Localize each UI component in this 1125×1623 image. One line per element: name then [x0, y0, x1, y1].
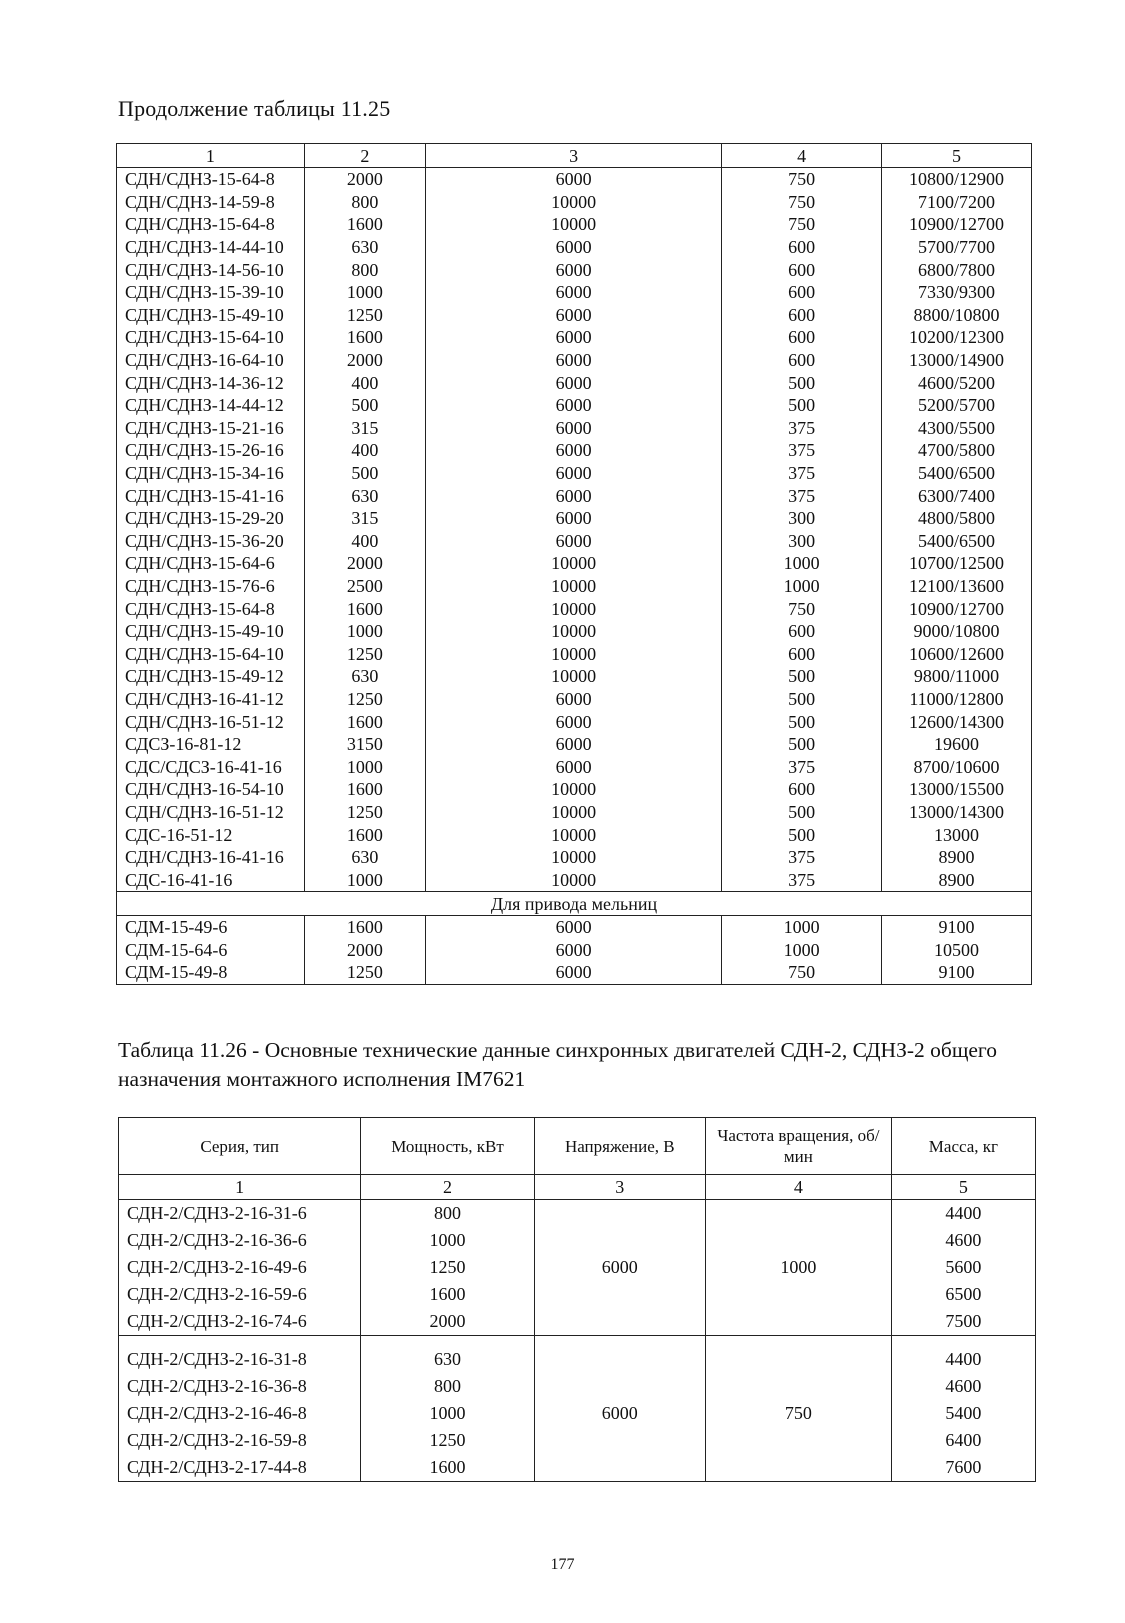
cell-voltage: 10000	[426, 665, 722, 688]
cell-voltage: 10000	[426, 778, 722, 801]
cell-voltage: 10000	[426, 846, 722, 869]
cell-power: 315	[304, 507, 425, 530]
cell-power: 2000	[304, 349, 425, 372]
cell-power: 630	[304, 665, 425, 688]
cell-voltage: 6000	[426, 939, 722, 962]
cell-mass: 10800/12900	[881, 168, 1031, 191]
cell-speed: 500	[722, 371, 882, 394]
cell-mass: 9000/10800	[881, 620, 1031, 643]
table-body	[117, 168, 1032, 892]
table-11-25-continuation	[116, 143, 1032, 985]
cell-mass: 13000	[881, 823, 1031, 846]
cell-power: 1600	[304, 213, 425, 236]
cell-speed: 300	[722, 507, 882, 530]
cell-power: 1250	[304, 688, 425, 711]
cell-power: 1600	[304, 916, 425, 939]
table-row	[117, 281, 1032, 304]
table-row	[117, 846, 1032, 869]
page-number: 177	[550, 1556, 575, 1573]
cell-type: СДН/СДНЗ-15-39-10	[117, 281, 305, 304]
cell-speed: 375	[722, 462, 882, 485]
cell-voltage: 6000	[426, 168, 722, 191]
cell-power: 2000	[361, 1308, 534, 1336]
cell-voltage: 10000	[426, 552, 722, 575]
cell-power: 1250	[304, 961, 425, 984]
cell-voltage: 6000	[426, 530, 722, 553]
cell-mass: 5400/6500	[881, 530, 1031, 553]
cell-voltage: 10000	[426, 575, 722, 598]
cell-type: СДН/СДНЗ-15-34-16	[117, 462, 305, 485]
cell-speed: 750	[722, 961, 882, 984]
header-mass: Масса, кг	[891, 1118, 1035, 1175]
table-group	[119, 1200, 1036, 1336]
cell-mass: 5400/6500	[881, 462, 1031, 485]
cell-power: 630	[361, 1336, 534, 1374]
header-power: Мощность, кВт	[361, 1118, 534, 1175]
column-number: 4	[705, 1175, 891, 1200]
cell-type: СДН-2/СДНЗ-2-16-59-6	[119, 1281, 361, 1308]
cell-speed: 500	[722, 688, 882, 711]
cell-speed: 750	[705, 1336, 891, 1482]
cell-type: СДН/СДНЗ-14-44-12	[117, 394, 305, 417]
cell-mass: 13000/14300	[881, 801, 1031, 824]
cell-power: 1250	[304, 304, 425, 327]
table-row	[117, 961, 1032, 984]
cell-mass: 4800/5800	[881, 507, 1031, 530]
table-group	[119, 1336, 1036, 1482]
cell-power: 500	[304, 394, 425, 417]
cell-type: СДН-2/СДНЗ-2-16-36-6	[119, 1227, 361, 1254]
cell-voltage: 6000	[426, 349, 722, 372]
cell-type: СДН/СДНЗ-15-64-10	[117, 326, 305, 349]
cell-mass: 13000/15500	[881, 778, 1031, 801]
table-row	[117, 507, 1032, 530]
table-row	[117, 801, 1032, 824]
table-row	[117, 394, 1032, 417]
cell-type: СДН/СДНЗ-15-49-10	[117, 620, 305, 643]
table-row	[117, 733, 1032, 756]
cell-speed: 500	[722, 394, 882, 417]
cell-mass: 4400	[891, 1336, 1035, 1374]
cell-voltage: 6000	[426, 462, 722, 485]
cell-power: 1000	[361, 1400, 534, 1427]
cell-speed: 375	[722, 755, 882, 778]
cell-speed: 500	[722, 801, 882, 824]
cell-type: СДН/СДНЗ-15-36-20	[117, 530, 305, 553]
cell-mass: 4600/5200	[881, 371, 1031, 394]
cell-mass: 6800/7800	[881, 258, 1031, 281]
header-voltage: Напряжение, В	[534, 1118, 705, 1175]
cell-voltage: 6000	[534, 1200, 705, 1336]
cell-mass: 6400	[891, 1427, 1035, 1454]
table-row	[117, 916, 1032, 939]
cell-mass: 7330/9300	[881, 281, 1031, 304]
cell-speed: 375	[722, 439, 882, 462]
column-number: 3	[426, 144, 722, 168]
cell-mass: 5200/5700	[881, 394, 1031, 417]
cell-power: 1600	[304, 778, 425, 801]
table-row	[117, 304, 1032, 327]
table-row	[117, 191, 1032, 214]
cell-speed: 1000	[722, 939, 882, 962]
cell-power: 1600	[361, 1281, 534, 1308]
column-number: 5	[891, 1175, 1035, 1200]
cell-power: 315	[304, 417, 425, 440]
cell-type: СДН/СДНЗ-15-64-6	[117, 552, 305, 575]
cell-type: СДН/СДНЗ-15-49-10	[117, 304, 305, 327]
header-row	[119, 1118, 1036, 1175]
cell-mass: 10700/12500	[881, 552, 1031, 575]
cell-power: 1600	[304, 710, 425, 733]
cell-mass: 7600	[891, 1454, 1035, 1482]
table-row	[117, 642, 1032, 665]
cell-power: 1250	[361, 1427, 534, 1454]
cell-type: СДН/СДНЗ-16-41-16	[117, 846, 305, 869]
cell-power: 630	[304, 484, 425, 507]
column-number: 2	[304, 144, 425, 168]
cell-power: 1250	[304, 801, 425, 824]
cell-mass: 4700/5800	[881, 439, 1031, 462]
cell-power: 800	[304, 191, 425, 214]
cell-type: СДН/СДНЗ-15-64-8	[117, 597, 305, 620]
cell-voltage: 6000	[426, 281, 722, 304]
cell-mass: 7100/7200	[881, 191, 1031, 214]
column-number: 2	[361, 1175, 534, 1200]
column-number: 4	[722, 144, 882, 168]
cell-speed: 375	[722, 868, 882, 891]
table-row	[119, 1200, 1036, 1228]
cell-type: СДН/СДНЗ-15-64-8	[117, 213, 305, 236]
cell-mass: 8700/10600	[881, 755, 1031, 778]
cell-speed: 600	[722, 620, 882, 643]
cell-speed: 500	[722, 823, 882, 846]
cell-mass: 7500	[891, 1308, 1035, 1336]
table-11-26-caption: Таблица 11.26 - Основные технические данные синхронных двигателей СДН-2, СДНЗ-2 общего назначения монтажного исполнения IM7621	[118, 1038, 997, 1091]
cell-type: СДС/СДСЗ-16-41-16	[117, 755, 305, 778]
cell-speed: 375	[722, 417, 882, 440]
cell-speed: 1000	[705, 1200, 891, 1336]
cell-speed: 600	[722, 326, 882, 349]
table-row	[117, 823, 1032, 846]
cell-speed: 600	[722, 258, 882, 281]
table-row	[117, 620, 1032, 643]
table-row	[117, 258, 1032, 281]
cell-type: СДН-2/СДНЗ-2-16-31-8	[119, 1336, 361, 1374]
cell-speed: 750	[722, 597, 882, 620]
cell-type: СДСЗ-16-81-12	[117, 733, 305, 756]
column-number: 3	[534, 1175, 705, 1200]
cell-mass: 10600/12600	[881, 642, 1031, 665]
cell-mass: 6500	[891, 1281, 1035, 1308]
cell-type: СДН-2/СДНЗ-2-16-31-6	[119, 1200, 361, 1228]
cell-type: СДН/СДНЗ-15-64-8	[117, 168, 305, 191]
cell-power: 1000	[304, 755, 425, 778]
table-row	[117, 439, 1032, 462]
cell-mass: 10500	[881, 939, 1031, 962]
cell-voltage: 6000	[426, 236, 722, 259]
cell-voltage: 10000	[426, 191, 722, 214]
cell-voltage: 6000	[426, 394, 722, 417]
cell-type: СДН/СДНЗ-15-64-10	[117, 642, 305, 665]
cell-power: 2000	[304, 939, 425, 962]
cell-speed: 375	[722, 846, 882, 869]
cell-mass: 6300/7400	[881, 484, 1031, 507]
table-row	[117, 236, 1032, 259]
cell-voltage: 6000	[426, 439, 722, 462]
cell-mass: 5400	[891, 1400, 1035, 1427]
table-row	[117, 326, 1032, 349]
column-number: 1	[119, 1175, 361, 1200]
cell-power: 400	[304, 371, 425, 394]
cell-type: СДН-2/СДНЗ-2-16-49-6	[119, 1254, 361, 1281]
cell-mass: 10200/12300	[881, 326, 1031, 349]
cell-type: СДМ-15-64-6	[117, 939, 305, 962]
cell-type: СДС-16-41-16	[117, 868, 305, 891]
table-row	[117, 213, 1032, 236]
cell-speed: 600	[722, 778, 882, 801]
cell-voltage: 6000	[426, 326, 722, 349]
cell-speed: 375	[722, 484, 882, 507]
table-row	[117, 688, 1032, 711]
header-speed: Частота вращения, об/мин	[705, 1118, 891, 1175]
cell-type: СДМ-15-49-8	[117, 961, 305, 984]
cell-type: СДН/СДНЗ-16-41-12	[117, 688, 305, 711]
cell-type: СДН-2/СДНЗ-2-17-44-8	[119, 1454, 361, 1482]
cell-mass: 4600	[891, 1373, 1035, 1400]
cell-speed: 750	[722, 168, 882, 191]
cell-mass: 9100	[881, 916, 1031, 939]
cell-power: 1600	[361, 1454, 534, 1482]
cell-mass: 12100/13600	[881, 575, 1031, 598]
cell-type: СДН/СДНЗ-15-21-16	[117, 417, 305, 440]
cell-mass: 9100	[881, 961, 1031, 984]
column-number-row	[117, 144, 1032, 168]
cell-power: 3150	[304, 733, 425, 756]
table-row	[119, 1336, 1036, 1374]
cell-power: 800	[304, 258, 425, 281]
cell-power: 400	[304, 439, 425, 462]
table-row	[117, 552, 1032, 575]
cell-power: 1000	[361, 1227, 534, 1254]
cell-mass: 12600/14300	[881, 710, 1031, 733]
continuation-title: Продолжение таблицы 11.25	[118, 96, 391, 121]
cell-voltage: 6000	[534, 1336, 705, 1482]
table-row	[117, 597, 1032, 620]
table-row	[117, 755, 1032, 778]
cell-power: 630	[304, 846, 425, 869]
cell-voltage: 6000	[426, 507, 722, 530]
cell-voltage: 6000	[426, 371, 722, 394]
cell-speed: 600	[722, 349, 882, 372]
cell-power: 1250	[304, 642, 425, 665]
cell-speed: 600	[722, 281, 882, 304]
cell-power: 800	[361, 1200, 534, 1228]
cell-type: СДС-16-51-12	[117, 823, 305, 846]
cell-mass: 8800/10800	[881, 304, 1031, 327]
cell-power: 1000	[304, 620, 425, 643]
cell-speed: 500	[722, 733, 882, 756]
section-label: Для привода мельниц	[117, 892, 1032, 916]
cell-type: СДН-2/СДНЗ-2-16-36-8	[119, 1373, 361, 1400]
column-number-row	[119, 1175, 1036, 1200]
cell-mass: 8900	[881, 846, 1031, 869]
cell-speed: 750	[722, 191, 882, 214]
table-row	[117, 484, 1032, 507]
cell-voltage: 10000	[426, 620, 722, 643]
cell-voltage: 10000	[426, 868, 722, 891]
cell-mass: 4400	[891, 1200, 1035, 1228]
cell-speed: 1000	[722, 575, 882, 598]
cell-voltage: 6000	[426, 710, 722, 733]
cell-voltage: 10000	[426, 597, 722, 620]
table-row	[117, 371, 1032, 394]
cell-type: СДН/СДНЗ-14-59-8	[117, 191, 305, 214]
column-number: 1	[117, 144, 305, 168]
cell-speed: 500	[722, 665, 882, 688]
cell-voltage: 6000	[426, 304, 722, 327]
cell-speed: 750	[722, 213, 882, 236]
cell-power: 2500	[304, 575, 425, 598]
cell-voltage: 10000	[426, 823, 722, 846]
table-row	[117, 168, 1032, 191]
table-row	[117, 665, 1032, 688]
cell-mass: 8900	[881, 868, 1031, 891]
cell-mass: 19600	[881, 733, 1031, 756]
cell-type: СДН/СДНЗ-16-54-10	[117, 778, 305, 801]
cell-voltage: 6000	[426, 258, 722, 281]
cell-power: 1600	[304, 326, 425, 349]
cell-mass: 5700/7700	[881, 236, 1031, 259]
cell-power: 1250	[361, 1254, 534, 1281]
cell-voltage: 6000	[426, 961, 722, 984]
cell-type: СДН/СДНЗ-14-56-10	[117, 258, 305, 281]
cell-power: 1000	[304, 868, 425, 891]
cell-mass: 5600	[891, 1254, 1035, 1281]
section-header-row	[117, 892, 1032, 916]
cell-mass: 10900/12700	[881, 597, 1031, 620]
cell-type: СДН/СДНЗ-15-26-16	[117, 439, 305, 462]
cell-power: 400	[304, 530, 425, 553]
table-row	[117, 868, 1032, 891]
table-row	[117, 575, 1032, 598]
table-row	[117, 462, 1032, 485]
cell-power: 630	[304, 236, 425, 259]
cell-type: СДН/СДНЗ-16-51-12	[117, 801, 305, 824]
cell-mass: 4600	[891, 1227, 1035, 1254]
cell-voltage: 6000	[426, 733, 722, 756]
cell-speed: 300	[722, 530, 882, 553]
column-number: 5	[881, 144, 1031, 168]
cell-mass: 9800/11000	[881, 665, 1031, 688]
table-row	[117, 939, 1032, 962]
cell-power: 2000	[304, 552, 425, 575]
cell-speed: 600	[722, 304, 882, 327]
cell-type: СДН-2/СДНЗ-2-16-74-6	[119, 1308, 361, 1336]
cell-type: СДН/СДНЗ-16-64-10	[117, 349, 305, 372]
cell-voltage: 6000	[426, 916, 722, 939]
table-row	[117, 778, 1032, 801]
cell-type: СДМ-15-49-6	[117, 916, 305, 939]
cell-power: 1600	[304, 597, 425, 620]
cell-type: СДН-2/СДНЗ-2-16-59-8	[119, 1427, 361, 1454]
cell-speed: 1000	[722, 552, 882, 575]
cell-type: СДН/СДНЗ-15-29-20	[117, 507, 305, 530]
table-row	[117, 349, 1032, 372]
cell-speed: 1000	[722, 916, 882, 939]
table-11-26	[118, 1117, 1036, 1482]
cell-voltage: 10000	[426, 801, 722, 824]
cell-speed: 600	[722, 236, 882, 259]
cell-type: СДН/СДНЗ-15-76-6	[117, 575, 305, 598]
cell-type: СДН-2/СДНЗ-2-16-46-8	[119, 1400, 361, 1427]
cell-type: СДН/СДНЗ-14-36-12	[117, 371, 305, 394]
table-section-mills	[117, 892, 1032, 985]
cell-type: СДН/СДНЗ-16-51-12	[117, 710, 305, 733]
cell-mass: 10900/12700	[881, 213, 1031, 236]
cell-voltage: 10000	[426, 213, 722, 236]
cell-voltage: 6000	[426, 484, 722, 507]
header-type: Серия, тип	[119, 1118, 361, 1175]
cell-type: СДН/СДНЗ-15-41-16	[117, 484, 305, 507]
cell-voltage: 10000	[426, 642, 722, 665]
cell-speed: 500	[722, 710, 882, 733]
cell-type: СДН/СДНЗ-15-49-12	[117, 665, 305, 688]
table-row	[117, 417, 1032, 440]
cell-power: 1600	[304, 823, 425, 846]
cell-speed: 600	[722, 642, 882, 665]
cell-type: СДН/СДНЗ-14-44-10	[117, 236, 305, 259]
cell-power: 2000	[304, 168, 425, 191]
cell-power: 800	[361, 1373, 534, 1400]
table-row	[117, 710, 1032, 733]
cell-voltage: 6000	[426, 688, 722, 711]
cell-power: 500	[304, 462, 425, 485]
cell-voltage: 6000	[426, 755, 722, 778]
cell-power: 1000	[304, 281, 425, 304]
cell-mass: 11000/12800	[881, 688, 1031, 711]
cell-mass: 4300/5500	[881, 417, 1031, 440]
cell-voltage: 6000	[426, 417, 722, 440]
cell-mass: 13000/14900	[881, 349, 1031, 372]
table-row	[117, 530, 1032, 553]
